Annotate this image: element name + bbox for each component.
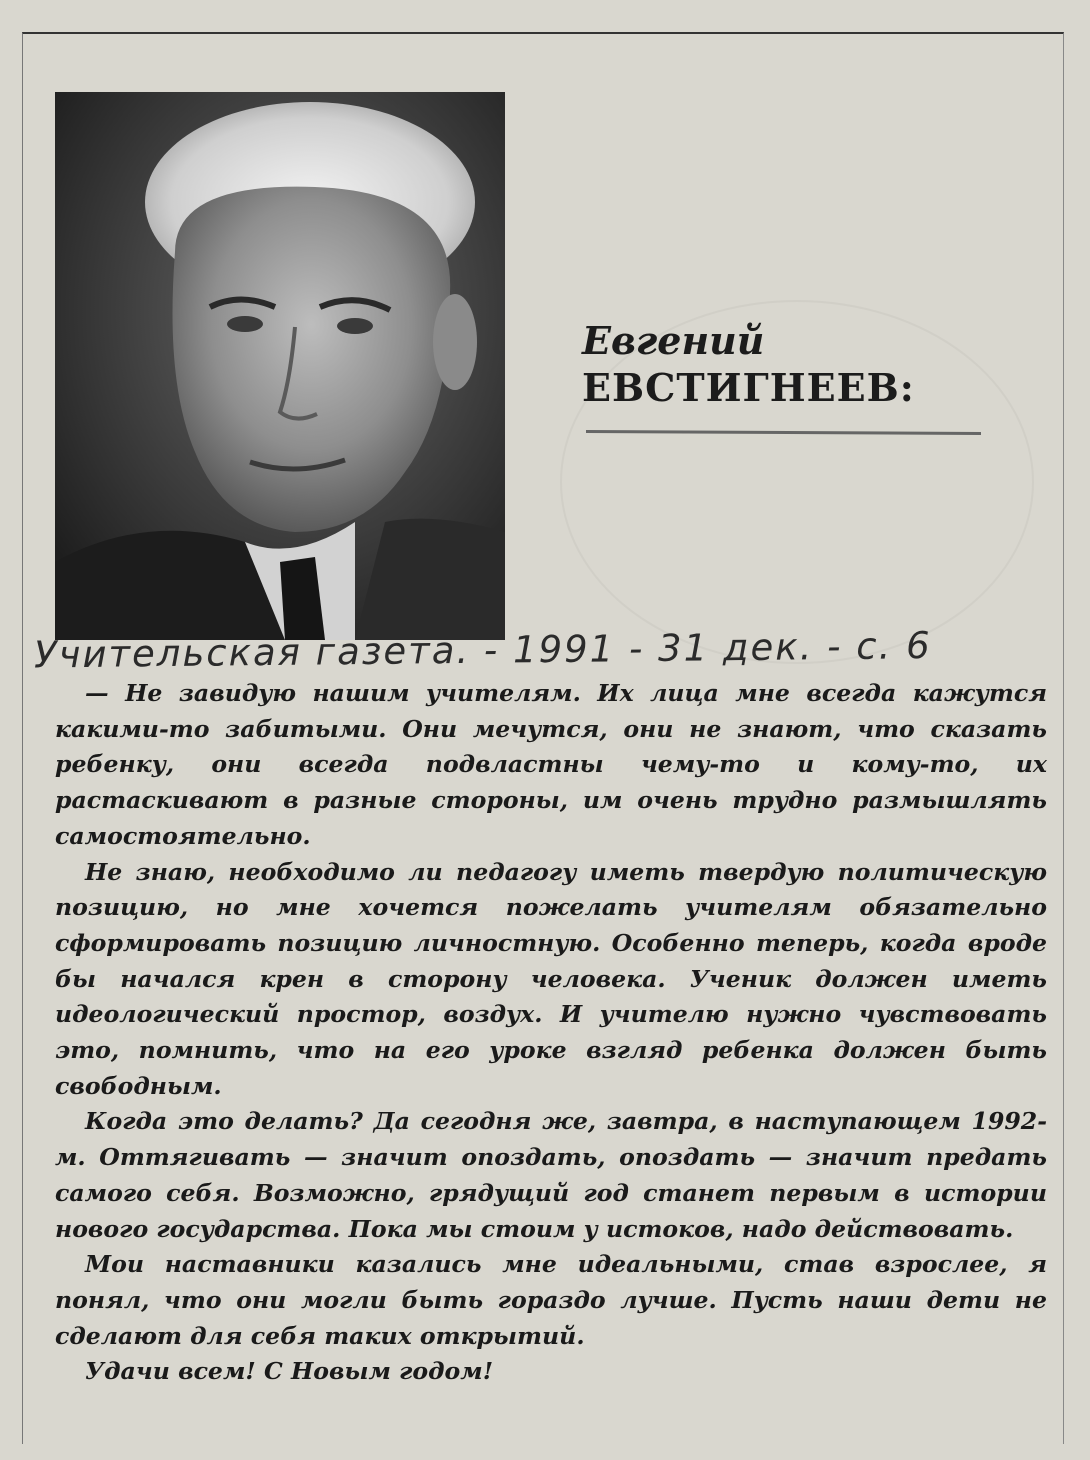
paragraph-4: Мои наставники казались мне идеальными, став взрослее, я понял, что они могли быть гораздо лучше. Пусть наши дети не сделают для себя таких открытий. [55,1250,1047,1350]
paragraph-3: Когда это делать? Да сегодня же, завтра, в наступающем 1992-м. Оттягивать — значит опоздать, опоздать — значит предать самого себя. Возможно, грядущий год станет первым в истории нового государства. Пока мы стоим у истоков, надо действовать. [55,1107,1047,1243]
article-body [55,676,1047,1390]
handwritten-source-note: Учительская газета. - 1991 - 31 дек. - с. 6 [33,624,932,677]
paragraph-2: Не знаю, необходимо ли педагогу иметь твердую политическую позицию, но мне хочется пожелать учителям обязательно сформировать позицию личностную. Особенно теперь, когда вроде бы начался крен в сторону человека. Ученик должен иметь идеологический простор, воздух. И учителю нужно чувствовать это, помнить, что на его уроке взгляд ребенка должен быть свободным. [55,857,1047,1100]
first-name: Евгений [582,318,765,363]
interviewee-name [582,318,1002,412]
paragraph-1: — Не завидую нашим учителям. Их лица мне всегда кажутся какими-то забитыми. Они мечутся, они не знают, что сказать ребенку, они всегда подвластны чему-то и кому-то, их растаскивают в разные стороны, им очень трудно размышлять самостоятельно. [55,679,1047,850]
last-name: ЕВСТИГНЕЕВ: [582,365,915,410]
paragraph-5: Удачи всем! С Новым годом! [85,1357,494,1386]
portrait-photo [55,92,505,640]
